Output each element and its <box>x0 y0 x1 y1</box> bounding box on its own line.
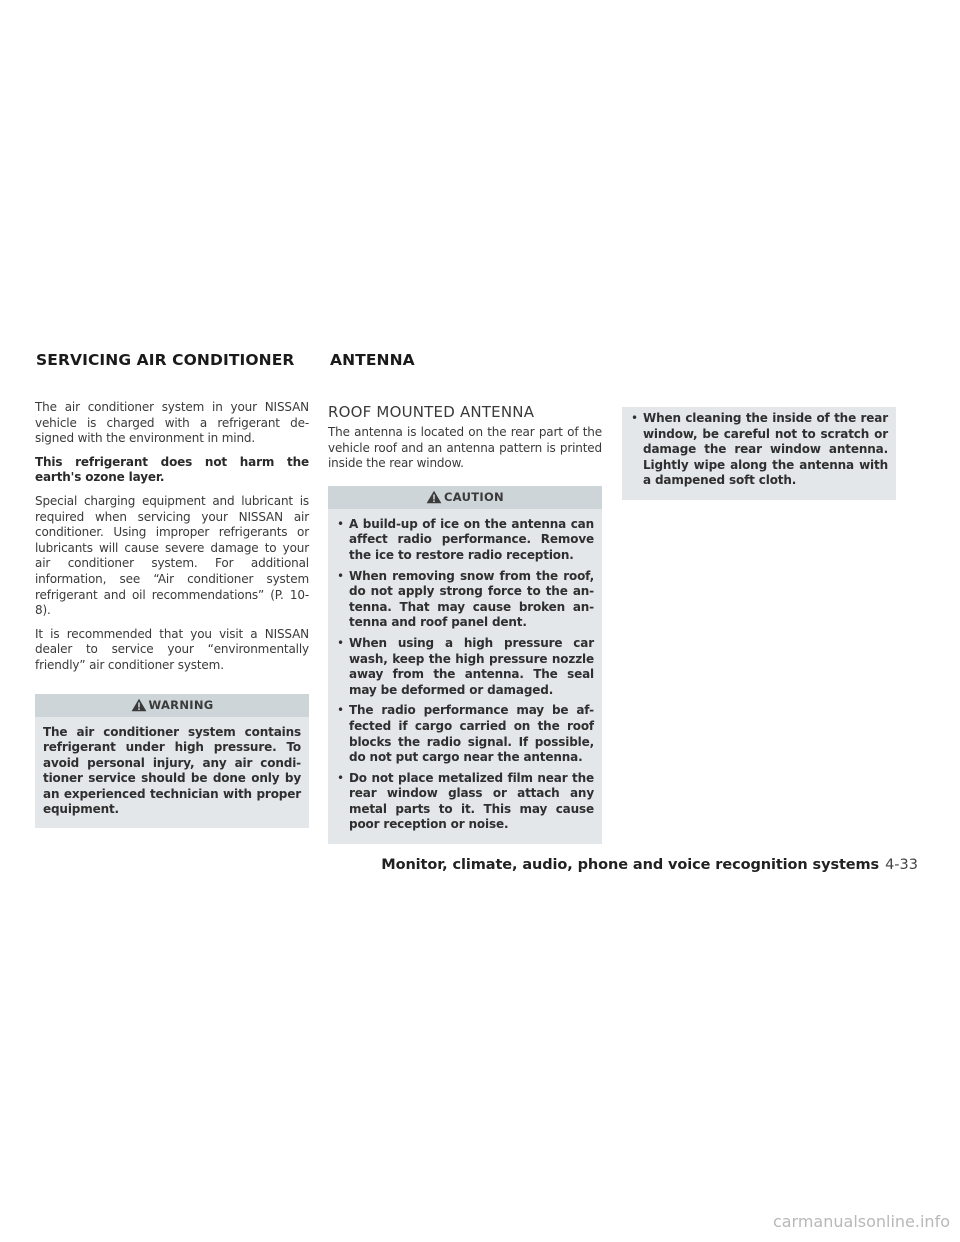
section-heading-servicing-air-conditioner: SERVICING AIR CONDITIONER <box>36 351 295 369</box>
bullet-marker: • <box>631 411 638 425</box>
list-item <box>336 569 594 631</box>
caution-title: CAUTION <box>444 490 504 505</box>
warning-box <box>35 694 309 829</box>
warning-box-header <box>35 694 309 717</box>
list-item <box>336 636 594 698</box>
caution-box-header <box>328 486 602 509</box>
caution-box <box>328 486 602 844</box>
list-item-text: When removing snow from the roof, do not apply strong force to the an- tenna. That may cause broken an- tenna and roof panel dent. <box>349 568 594 630</box>
page-number: 4-33 <box>885 857 918 873</box>
list-item <box>336 771 594 833</box>
list-item-text: When cleaning the inside of the rear window, be careful not to scratch or damage the rear window antenna. Lightly wipe along the antenna with a dampened soft cloth. <box>643 411 888 488</box>
subheading-roof-mounted-antenna: ROOF MOUNTED ANTENNA <box>328 403 535 421</box>
section-heading-antenna: ANTENNA <box>330 351 415 369</box>
column-antenna <box>328 403 602 844</box>
list-item <box>630 411 888 489</box>
caution-box-body <box>328 509 602 844</box>
list-item <box>336 517 594 564</box>
bullet-marker: • <box>337 635 344 650</box>
warning-title: WARNING <box>148 698 214 712</box>
paragraph-special-equipment: Special charging equipment and lubricant is required when servicing your NISSAN air conditioner. Using improper refrigerants or lubricants will cause severe damage to your air conditioner system. For additional information, see “Air conditioner system refrigerant and oil recommendations” (P. 10-8). <box>35 493 309 618</box>
bullet-marker: • <box>337 516 344 531</box>
list-item-text: A build-up of ice on the antenna can affect radio performance. Remove the ice to restore radio reception. <box>349 516 594 562</box>
paragraph-ozone-note: This refrigerant does not harm the earth's ozone layer. <box>35 454 309 485</box>
watermark: carmanualsonline.info <box>772 1212 950 1231</box>
caution-box-continued <box>622 407 896 500</box>
bullet-marker: • <box>337 770 344 785</box>
bullet-marker: • <box>337 703 344 718</box>
bullet-marker: • <box>337 568 344 583</box>
warning-text: The air conditioner system contains refrigerant under high pressure. To avoid personal injury, any air condi- tioner service should be done only by an experienced technician with proper equipment. <box>43 724 301 817</box>
footer-section-title: Monitor, climate, audio, phone and voice recognition systems <box>381 857 880 873</box>
warning-triangle-icon <box>426 490 442 504</box>
caution-list-continued <box>630 411 888 489</box>
column-caution-continued <box>622 407 896 500</box>
column-servicing <box>35 400 309 828</box>
paragraph-antenna-location: The antenna is located on the rear part of the vehicle roof and an antenna pattern is printed inside the rear window. <box>328 425 602 471</box>
list-item <box>336 703 594 765</box>
caution-list <box>336 517 594 833</box>
paragraph-dealer-recommendation: It is recommended that you visit a NISSAN dealer to service your “environmentally friendly” air conditioner system. <box>35 626 309 672</box>
list-item-text: Do not place metalized film near the rear window glass or attach any metal parts to it. This may cause poor reception or noise. <box>349 770 594 832</box>
caution-box-continued-body <box>622 407 896 500</box>
paragraph-refrigerant-intro: The air conditioner system in your NISSAN vehicle is charged with a refrigerant de- signed with the environment in mind. <box>35 400 309 446</box>
warning-box-body <box>35 717 309 829</box>
page-footer <box>381 857 918 873</box>
list-item-text: The radio performance may be af- fected if cargo carried on the roof blocks the radio signal. If possible, do not put cargo near the antenna. <box>349 703 594 765</box>
warning-triangle-icon <box>131 698 147 712</box>
list-item-text: When using a high pressure car wash, keep the high pressure nozzle away from the antenna. The seal may be deformed or damaged. <box>349 635 594 697</box>
